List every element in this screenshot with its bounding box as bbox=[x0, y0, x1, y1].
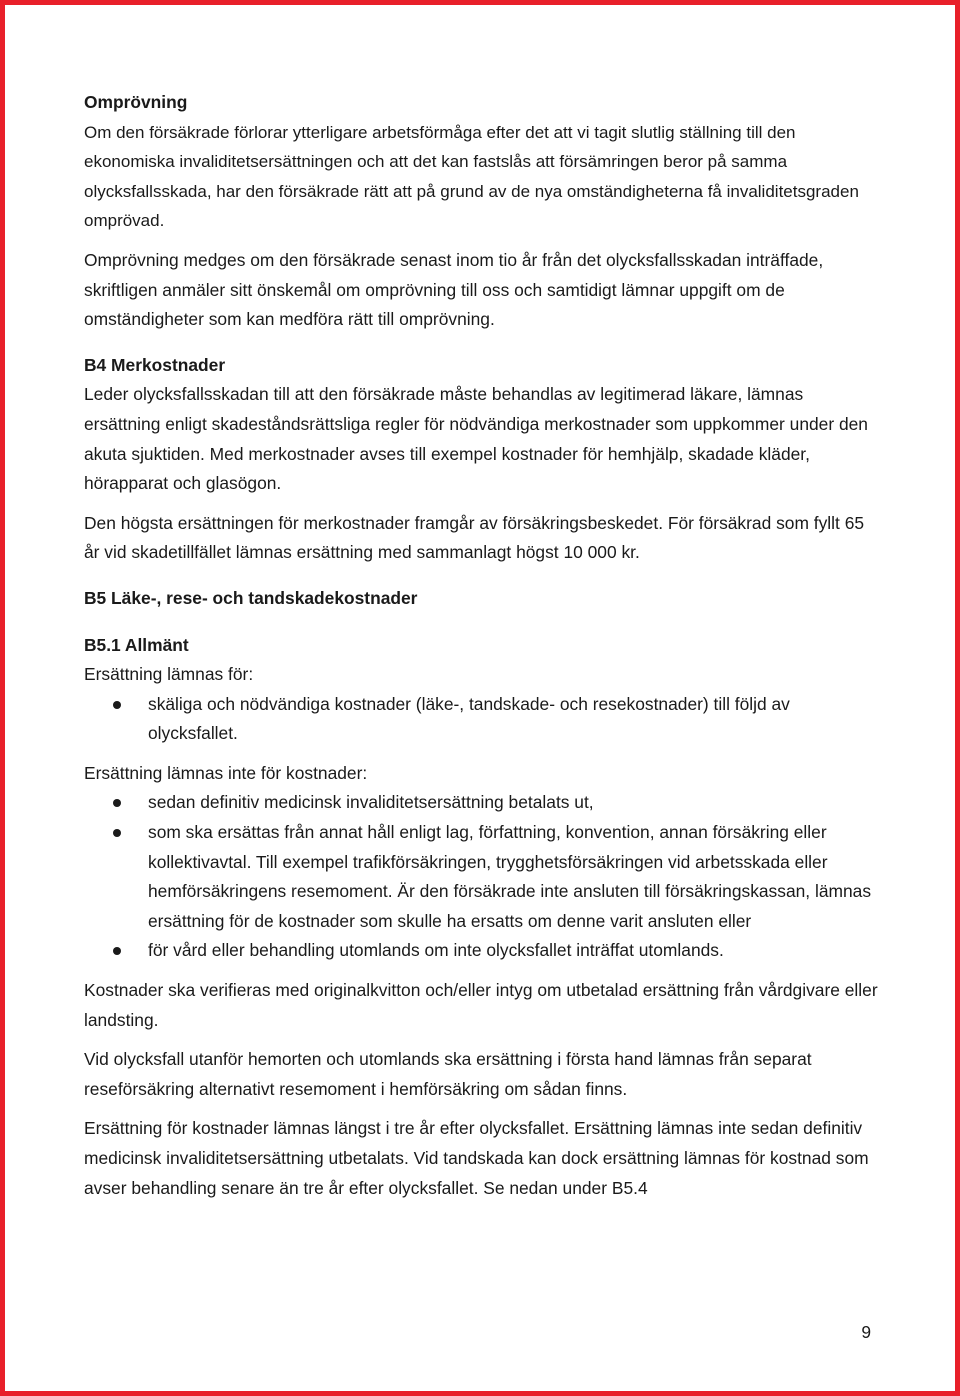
section-b5-1 bbox=[84, 631, 884, 1204]
bullet-icon bbox=[113, 947, 121, 955]
intro-covered: Ersättning lämnas för: bbox=[84, 664, 254, 685]
bullet-icon bbox=[113, 799, 121, 807]
list-item bbox=[84, 936, 884, 966]
page-number: 9 bbox=[861, 1322, 871, 1342]
not-covered-list bbox=[84, 788, 884, 966]
list-item-text: skäliga och nödvändiga kostnader (läke-, tandskade- och resekostnader) till följd av olycksfallet. bbox=[148, 693, 790, 744]
paragraph-omprovning-2: Omprövning medges om den försäkrade senast inom tio år från det olycksfallsskadan inträffade, skriftligen anmäler sitt önskemål om omprövning till oss och samtidigt lämnar uppgift om de omständigheter som kan medföra rätt till omprövning. bbox=[84, 249, 824, 330]
section-heading-b5-1: B5.1 Allmänt bbox=[84, 634, 189, 655]
document-body bbox=[84, 88, 884, 1213]
intro-not-covered: Ersättning lämnas inte för kostnader: bbox=[84, 762, 368, 783]
section-b4 bbox=[84, 351, 884, 568]
paragraph-verify: Kostnader ska verifieras med originalkvitton och/eller intyg om utbetalad ersättning från vårdgivare eller landsting. bbox=[84, 980, 878, 1030]
section-heading-b4: B4 Merkostnader bbox=[84, 354, 226, 375]
paragraph-limit: Ersättning för kostnader lämnas längst i tre år efter olycksfallet. Ersättning lämnas inte sedan definitiv medicinsk invaliditetsersättning utbetalats. Vid tandskada kan dock ersättning lämnas för kostnad som avser behandling senare än tre år efter olycksfallet. Se nedan under B5.4 bbox=[84, 1118, 869, 1198]
list-item bbox=[84, 788, 884, 818]
paragraph-abroad: Vid olycksfall utanför hemorten och utomlands ska ersättning i första hand lämnas från separat reseförsäkring alternativt resemoment i hemförsäkring om sådan finns. bbox=[84, 1049, 812, 1099]
paragraph-b4-2: Den högsta ersättningen för merkostnader framgår av försäkringsbeskedet. För försäkrad som fyllt 65 år vid skadetillfället lämnas ersättning med sammanlagt högst 10 000 kr. bbox=[84, 512, 865, 563]
list-item-text: sedan definitiv medicinsk invaliditetsersättning betalats ut, bbox=[148, 792, 594, 813]
bullet-icon bbox=[113, 829, 121, 837]
list-item-text: som ska ersättas från annat håll enligt lag, författning, konvention, annan försäkring eller kollektivavtal. Till exempel trafikförsäkringen, trygghetsförsäkringen vid arbetsskada eller hemförsäkringens resemoment. Är den försäkrade inte ansluten till försäkringskassan, lämnas ersättning för de kostnader som skulle ha ersatts om denne varit ansluten eller bbox=[148, 822, 872, 931]
section-heading-b5: B5 Läke-, rese- och tandskadekostnader bbox=[84, 587, 418, 608]
list-item bbox=[84, 690, 884, 749]
section-omprovning bbox=[84, 88, 884, 335]
paragraph-omprovning-1: Om den försäkrade förlorar ytterligare arbetsförmåga efter det att vi tagit slutlig ställning till den ekonomiska invaliditetsersättningen och att det kan fastslås att försämringen beror på samma olycksfallsskada, har den försäkrade rätt att på grund av de nya omständigheterna få invaliditetsgraden omprövad. bbox=[84, 122, 859, 231]
list-item bbox=[84, 818, 884, 936]
covered-list bbox=[84, 690, 884, 749]
paragraph-b4-1: Leder olycksfallsskadan till att den försäkrade måste behandlas av legitimerad läkare, lämnas ersättning enligt skadeståndsrättsliga regler för nödvändiga merkostnader som uppkommer under den akuta sjuktiden. Med merkostnader avses till exempel kostnader för hemhjälp, skadade kläder, hörapparat och glasögon. bbox=[84, 384, 868, 494]
bullet-icon bbox=[113, 701, 121, 709]
section-heading-omprovning: Omprövning bbox=[84, 92, 188, 112]
list-item-text: för vård eller behandling utomlands om inte olycksfallet inträffat utomlands. bbox=[148, 940, 724, 961]
